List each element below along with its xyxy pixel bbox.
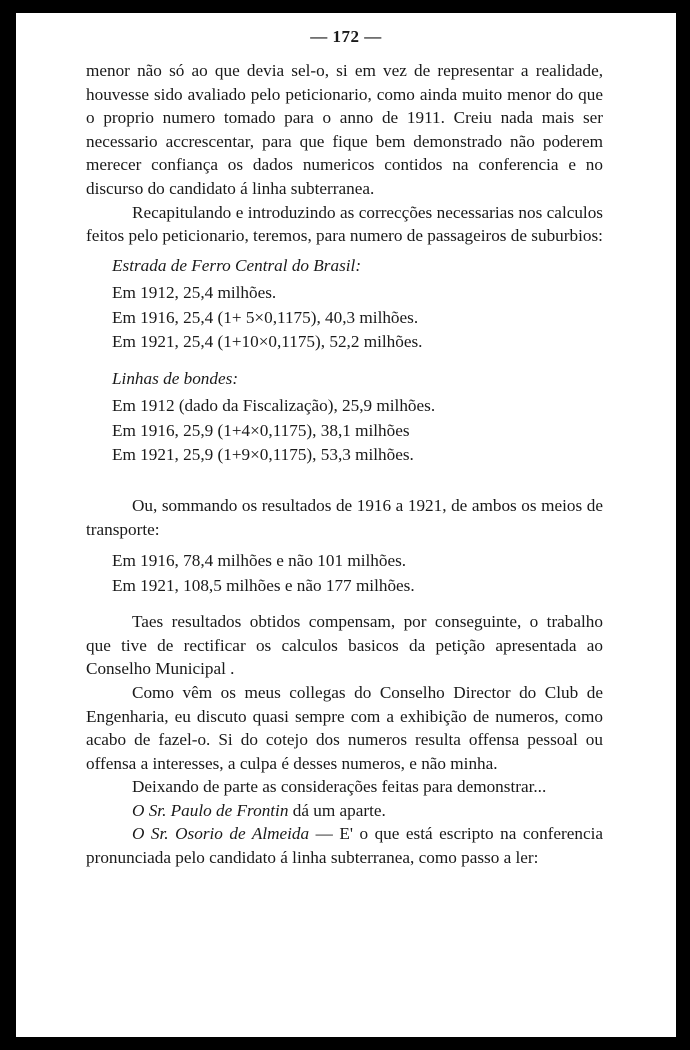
recap-paragraph: Recapitulando e introduzindo as correcções necessarias nos calculos feitos pelo peticionario, teremos, para numero de passageiros de suburbios: (86, 202, 603, 246)
estrada-line-1921: Em 1921, 25,4 (1+10×0,1175), 52,2 milhões. (112, 332, 423, 352)
bondes-line-1912: Em 1912 (dado da Fiscalização), 25,9 milhões. (112, 396, 436, 416)
somando-paragraph: Ou, sommando os resultados de 1916 a 1921, de ambos os meios de transporte: (86, 495, 603, 539)
intro-paragraph: menor não só ao que devia sel-o, si em vez de representar a realidade, houvesse sido avaliado pelo peticionario, como ainda muito menor do que o proprio numero tomado para o anno de 1911. Creiu nada mais ser necessario accrescentar, para que fique bem demonstrado não poderem merecer confiança os dados numericos contidos na conferencia e no discurso do candidato á linha subterranea. (86, 61, 603, 198)
deixando-paragraph: Deixando de parte as considerações feitas para demonstrar... (132, 777, 547, 797)
bondes-formulas (112, 394, 603, 468)
osorio-paragraph (86, 822, 603, 869)
body-text (86, 59, 603, 870)
aparte-text: dá um aparte. (288, 800, 386, 820)
como-paragraph: Como vêm os meus collegas do Conselho Director do Club de Engenharia, eu discuto quasi sempre com a exhibição de numeros, como acabo de fazel-o. Si do cotejo dos numeros resulta offensa pessoal ou offensa a interesses, a culpa é desses numeros, e não minha. (86, 682, 603, 773)
document-page (16, 13, 676, 1037)
estrada-line-1916: Em 1916, 25,4 (1+ 5×0,1175), 40,3 milhões. (112, 307, 419, 327)
taes-paragraph: Taes resultados obtidos compensam, por conseguinte, o trabalho que tive de rectificar os calculos basicos da petição apresentada ao Conselho Municipal . (86, 612, 603, 679)
bondes-line-1916: Em 1916, 25,9 (1+4×0,1175), 38,1 milhões (112, 420, 410, 440)
estrada-heading: Estrada de Ferro Central do Brasil: (112, 255, 362, 275)
aparte-speaker: O Sr. Paulo de Frontin (132, 800, 289, 820)
page-number: — 172 — (310, 27, 382, 46)
osorio-speaker: O Sr. Osorio de Almeida (132, 824, 310, 844)
estrada-formulas (112, 281, 603, 355)
osorio-text: — E' o que está escripto na conferencia pronunciada pelo candidato á linha subterranea, como passo a ler: (86, 824, 603, 868)
total-1916: Em 1916, 78,4 milhões e não 101 milhões. (112, 551, 407, 571)
bondes-line-1921: Em 1921, 25,9 (1+9×0,1175), 53,3 milhões. (112, 445, 414, 465)
bondes-heading: Linhas de bondes: (112, 368, 239, 388)
total-1921: Em 1921, 108,5 milhões e não 177 milhões. (112, 575, 415, 595)
aparte-paragraph (86, 799, 603, 823)
estrada-line-1912: Em 1912, 25,4 milhões. (112, 283, 277, 303)
totals-block (112, 549, 603, 598)
